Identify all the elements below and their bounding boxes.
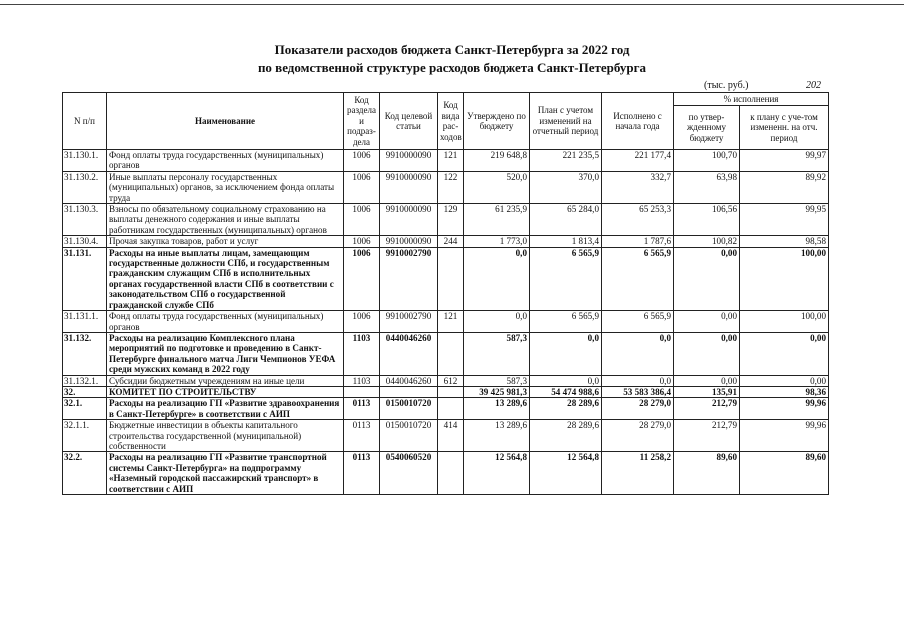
- row-number: 31.132.: [63, 332, 107, 375]
- row-plan: 6 565,9: [530, 247, 602, 310]
- row-kind-code: [438, 452, 464, 495]
- row-executed: 0,0: [602, 332, 674, 375]
- row-section-code: 1103: [344, 375, 380, 386]
- row-number: 31.131.: [63, 247, 107, 310]
- header-kind-code: Код вида рас-ходов: [438, 93, 464, 150]
- row-kind-code: 122: [438, 171, 464, 203]
- unit-label: (тыс. руб.): [704, 80, 749, 91]
- row-name: Субсидии бюджетным учреждениям на иные цели: [107, 375, 344, 386]
- row-pct-approved: 100,70: [674, 150, 740, 172]
- row-name: Расходы на реализацию ГП «Развитие транспортной системы Санкт-Петербурга» на подпрограмму «Наземный городской пассажирский транспорт» в соответствии с АИП: [107, 452, 344, 495]
- row-name: Взносы по обязательному социальному страхованию на выплаты денежного содержания и иные выплаты работникам государственных (муниципальных) органов: [107, 204, 344, 236]
- row-approved: 39 425 981,3: [464, 386, 530, 397]
- row-pct-approved: 212,79: [674, 398, 740, 420]
- table-row: [63, 332, 829, 375]
- row-name: Бюджетные инвестиции в объекты капитального строительства государственной (муниципальной) собственности: [107, 420, 344, 452]
- row-number: 31.130.2.: [63, 171, 107, 203]
- row-number: 31.130.1.: [63, 150, 107, 172]
- header-num: N п/п: [63, 93, 107, 150]
- row-name: Фонд оплаты труда государственных (муниципальных) органов: [107, 311, 344, 333]
- row-kind-code: 121: [438, 311, 464, 333]
- row-pct-plan: 99,95: [740, 204, 829, 236]
- header-plan: План с учетом изменений на отчетный период: [530, 93, 602, 150]
- row-pct-plan: 99,96: [740, 420, 829, 452]
- row-plan: 54 474 988,6: [530, 386, 602, 397]
- row-approved: 587,3: [464, 332, 530, 375]
- row-section-code: 1006: [344, 236, 380, 247]
- row-kind-code: 612: [438, 375, 464, 386]
- row-executed: 65 253,3: [602, 204, 674, 236]
- row-target-code: 0150010720: [380, 420, 438, 452]
- row-pct-approved: 100,82: [674, 236, 740, 247]
- table-row: [63, 420, 829, 452]
- row-plan: 6 565,9: [530, 311, 602, 333]
- row-target-code: 9910000090: [380, 236, 438, 247]
- row-name: Иные выплаты персоналу государственных (муниципальных) органов, за исключением фонда оплаты труда: [107, 171, 344, 203]
- row-name: Расходы на иные выплаты лицам, замещающим государственные должности СПб, и государственным гражданским служащим СПб в исполнительных органах государственной власти СПб в соответствии с законодательством СПб о государственной гражданской службе СПб: [107, 247, 344, 310]
- header-pct-plan: к плану с уче-том измененн. на отч. период: [740, 106, 829, 150]
- row-kind-code: [438, 247, 464, 310]
- row-approved: 0,0: [464, 311, 530, 333]
- table-row: [63, 375, 829, 386]
- header-target-code: Код целевой статьи: [380, 93, 438, 150]
- row-plan: 28 289,6: [530, 398, 602, 420]
- row-target-code: 0440046260: [380, 332, 438, 375]
- row-approved: 0,0: [464, 247, 530, 310]
- row-pct-plan: 100,00: [740, 311, 829, 333]
- row-kind-code: 414: [438, 420, 464, 452]
- row-name: Расходы на реализацию ГП «Развитие здравоохранения в Санкт-Петербурге» в соответствии с АИП: [107, 398, 344, 420]
- row-pct-approved: 0,00: [674, 332, 740, 375]
- table-row: [63, 452, 829, 495]
- row-plan: 1 813,4: [530, 236, 602, 247]
- row-section-code: 0113: [344, 452, 380, 495]
- row-section-code: 1006: [344, 311, 380, 333]
- row-target-code: 9910002790: [380, 311, 438, 333]
- table-row: [63, 386, 829, 397]
- row-plan: 221 235,5: [530, 150, 602, 172]
- row-executed: 332,7: [602, 171, 674, 203]
- row-approved: 1 773,0: [464, 236, 530, 247]
- row-section-code: [344, 386, 380, 397]
- row-approved: 61 235,9: [464, 204, 530, 236]
- row-target-code: 0150010720: [380, 398, 438, 420]
- row-plan: 12 564,8: [530, 452, 602, 495]
- page-top-border: [0, 4, 904, 5]
- row-kind-code: 121: [438, 150, 464, 172]
- table-row: [63, 311, 829, 333]
- table-row: [63, 398, 829, 420]
- row-executed: 6 565,9: [602, 247, 674, 310]
- row-name: Прочая закупка товаров, работ и услуг: [107, 236, 344, 247]
- row-kind-code: [438, 386, 464, 397]
- row-executed: 6 565,9: [602, 311, 674, 333]
- row-pct-plan: 0,00: [740, 332, 829, 375]
- header-executed: Исполнено с начала года: [602, 93, 674, 150]
- header-approved: Утверждено по бюджету: [464, 93, 530, 150]
- row-number: 31.132.1.: [63, 375, 107, 386]
- row-pct-plan: 89,92: [740, 171, 829, 203]
- row-approved: 520,0: [464, 171, 530, 203]
- row-approved: 13 289,6: [464, 420, 530, 452]
- row-pct-plan: 99,96: [740, 398, 829, 420]
- row-kind-code: [438, 332, 464, 375]
- row-pct-plan: 100,00: [740, 247, 829, 310]
- table-row: [63, 236, 829, 247]
- row-approved: 219 648,8: [464, 150, 530, 172]
- row-name: Фонд оплаты труда государственных (муниципальных) органов: [107, 150, 344, 172]
- row-pct-plan: 98,36: [740, 386, 829, 397]
- row-pct-plan: 0,00: [740, 375, 829, 386]
- table-row: [63, 171, 829, 203]
- row-pct-approved: 0,00: [674, 311, 740, 333]
- row-pct-approved: 63,98: [674, 171, 740, 203]
- row-target-code: 9910000090: [380, 171, 438, 203]
- row-executed: 53 583 386,4: [602, 386, 674, 397]
- row-target-code: 0540060520: [380, 452, 438, 495]
- row-name: Расходы на реализацию Комплексного плана мероприятий по подготовке и проведению в Санкт-Петербурге финального матча Лиги Чемпионов УЕФА среди мужских команд в 2022 году: [107, 332, 344, 375]
- row-pct-approved: 212,79: [674, 420, 740, 452]
- row-target-code: [380, 386, 438, 397]
- row-pct-plan: 98,58: [740, 236, 829, 247]
- row-pct-plan: 89,60: [740, 452, 829, 495]
- row-executed: 28 279,0: [602, 420, 674, 452]
- row-target-code: 9910000090: [380, 204, 438, 236]
- row-approved: 587,3: [464, 375, 530, 386]
- row-number: 32.1.: [63, 398, 107, 420]
- row-executed: 0,0: [602, 375, 674, 386]
- row-kind-code: [438, 398, 464, 420]
- row-section-code: 0113: [344, 420, 380, 452]
- row-number: 31.131.1.: [63, 311, 107, 333]
- row-number: 32.1.1.: [63, 420, 107, 452]
- row-executed: 28 279,0: [602, 398, 674, 420]
- row-section-code: 1006: [344, 204, 380, 236]
- table-row: [63, 204, 829, 236]
- row-plan: 65 284,0: [530, 204, 602, 236]
- table-body: [63, 150, 829, 495]
- row-pct-approved: 135,91: [674, 386, 740, 397]
- row-pct-plan: 99,97: [740, 150, 829, 172]
- row-kind-code: 244: [438, 236, 464, 247]
- report-title-line-1: Показатели расходов бюджета Санкт-Петербурга за 2022 год: [274, 42, 630, 57]
- row-pct-approved: 106,56: [674, 204, 740, 236]
- row-pct-approved: 89,60: [674, 452, 740, 495]
- table-header: [63, 93, 829, 150]
- row-number: 31.130.4.: [63, 236, 107, 247]
- row-section-code: 1103: [344, 332, 380, 375]
- row-plan: 0,0: [530, 375, 602, 386]
- row-target-code: 9910002790: [380, 247, 438, 310]
- row-kind-code: 129: [438, 204, 464, 236]
- row-name: КОМИТЕТ ПО СТРОИТЕЛЬСТВУ: [107, 386, 344, 397]
- row-plan: 370,0: [530, 171, 602, 203]
- row-executed: 221 177,4: [602, 150, 674, 172]
- header-section-code: Код раздела и подраз-дела: [344, 93, 380, 150]
- row-target-code: 9910000090: [380, 150, 438, 172]
- table-row: [63, 247, 829, 310]
- row-number: 32.: [63, 386, 107, 397]
- row-approved: 12 564,8: [464, 452, 530, 495]
- row-executed: 11 258,2: [602, 452, 674, 495]
- row-pct-approved: 0,00: [674, 375, 740, 386]
- row-section-code: 0113: [344, 398, 380, 420]
- row-target-code: 0440046260: [380, 375, 438, 386]
- row-approved: 13 289,6: [464, 398, 530, 420]
- header-pct-approved: по утвер-жденному бюджету: [674, 106, 740, 150]
- row-section-code: 1006: [344, 247, 380, 310]
- page-number: 202: [806, 80, 821, 91]
- table-row: [63, 150, 829, 172]
- row-number: 32.2.: [63, 452, 107, 495]
- row-plan: 28 289,6: [530, 420, 602, 452]
- row-executed: 1 787,6: [602, 236, 674, 247]
- header-name: Наименование: [107, 93, 344, 150]
- row-section-code: 1006: [344, 150, 380, 172]
- row-pct-approved: 0,00: [674, 247, 740, 310]
- budget-table: [62, 92, 829, 495]
- report-title-line-2: по ведомственной структуре расходов бюджета Санкт-Петербурга: [257, 60, 647, 75]
- row-number: 31.130.3.: [63, 204, 107, 236]
- row-section-code: 1006: [344, 171, 380, 203]
- header-pct-group: % исполнения: [674, 93, 829, 106]
- row-plan: 0,0: [530, 332, 602, 375]
